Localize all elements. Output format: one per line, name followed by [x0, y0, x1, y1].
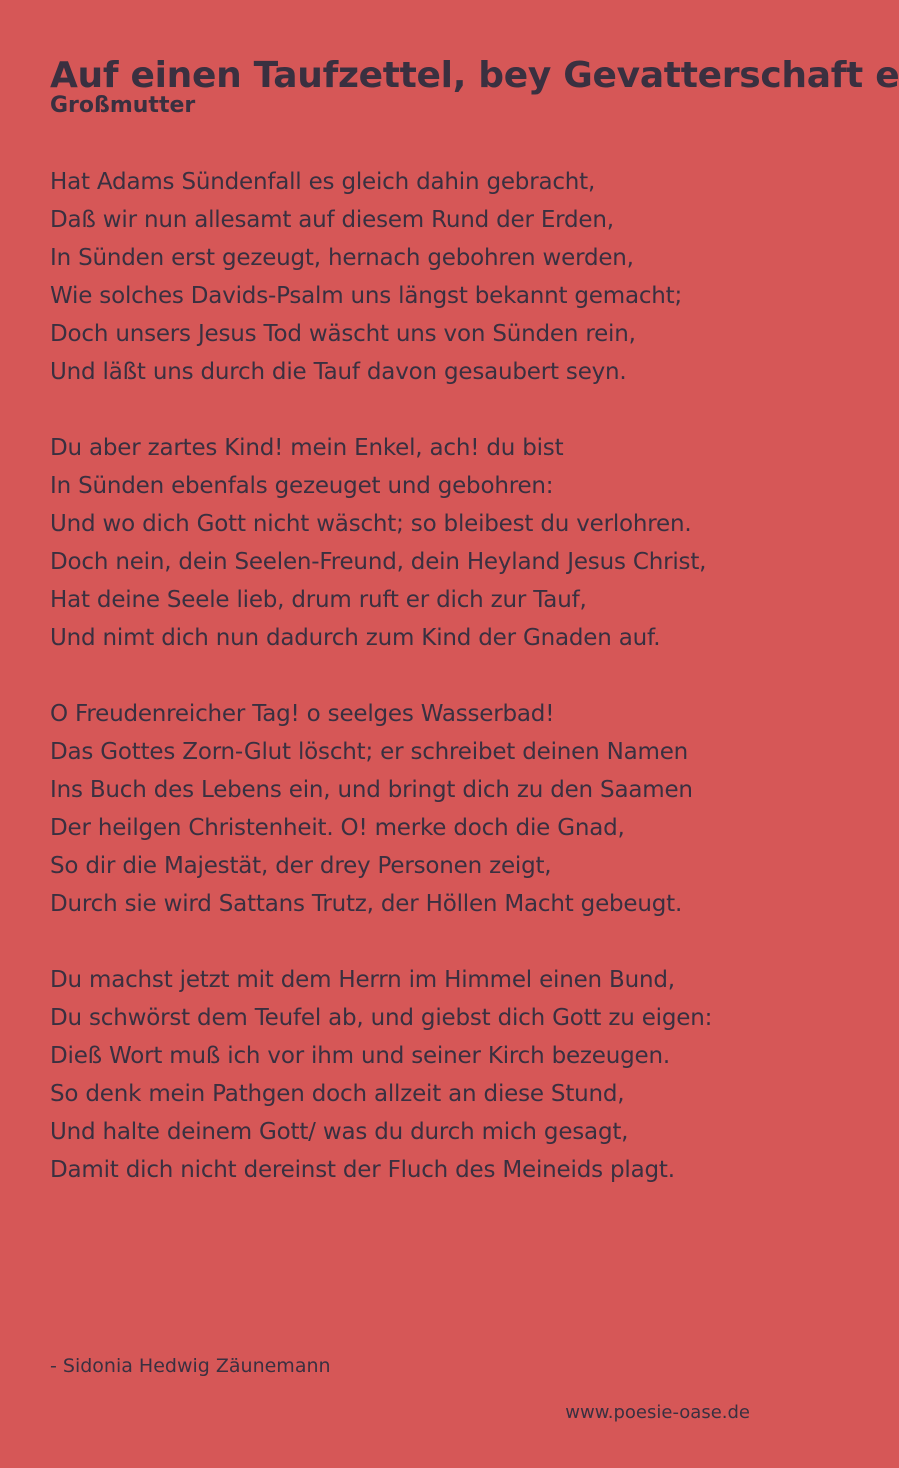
- poem-line: O Freudenreicher Tag! o seelges Wasserbad!: [50, 701, 555, 727]
- poem-line: Hat Adams Sündenfall es gleich dahin gebracht,: [50, 169, 596, 195]
- poem-line: Und halte deinem Gott/ was du durch mich gesagt,: [50, 1119, 629, 1145]
- poem-line: Hat deine Seele lieb, drum ruft er dich zur Tauf,: [50, 587, 587, 613]
- stanza-2: [50, 429, 760, 657]
- poem-line: Doch nein, dein Seelen-Freund, dein Heyland Jesus Christ,: [50, 549, 707, 575]
- poem-line: So dir die Majestät, der drey Personen zeigt,: [50, 853, 552, 879]
- source-url[interactable]: www.poesie-oase.de: [565, 1402, 750, 1423]
- poem-line: Durch sie wird Sattans Trutz, der Höllen Macht gebeugt.: [50, 891, 683, 917]
- poem-line: In Sünden erst gezeugt, hernach gebohren werden,: [50, 245, 634, 271]
- poem-line: Dieß Wort muß ich vor ihm und seiner Kirch bezeugen.: [50, 1043, 670, 1069]
- poem-line: Das Gottes Zorn-Glut löscht; er schreibet deinen Namen: [50, 739, 689, 765]
- poem-line: Doch unsers Jesus Tod wäscht uns von Sünden rein,: [50, 321, 636, 347]
- poem-line: Du schwörst dem Teufel ab, und giebst dich Gott zu eigen:: [50, 1005, 713, 1031]
- poem-line: Daß wir nun allesamt auf diesem Rund der Erden,: [50, 207, 614, 233]
- poem-line: Du aber zartes Kind! mein Enkel, ach! du bist: [50, 435, 564, 461]
- stanza-3: [50, 695, 760, 923]
- poem-line: Und wo dich Gott nicht wäscht; so bleibest du verlohren.: [50, 511, 692, 537]
- poem-line: Du machst jetzt mit dem Herrn im Himmel einen Bund,: [50, 967, 675, 993]
- poem-line: Und nimt dich nun dadurch zum Kind der Gnaden auf.: [50, 625, 661, 651]
- poem-line: Der heilgen Christenheit. O! merke doch die Gnad,: [50, 815, 625, 841]
- poem-line: Wie solches Davids-Psalm uns längst bekannt gemacht;: [50, 283, 683, 309]
- poem-line: Damit dich nicht dereinst der Fluch des Meineids plagt.: [50, 1157, 675, 1183]
- poem-body: [50, 163, 760, 1227]
- stanza-1: [50, 163, 760, 391]
- poem-line: Ins Buch des Lebens ein, und bringt dich zu den Saamen: [50, 777, 693, 803]
- stanza-4: [50, 961, 760, 1189]
- poem-line: Und läßt uns durch die Tauf davon gesaubert seyn.: [50, 359, 627, 385]
- poem-line: In Sünden ebenfals gezeuget und gebohren:: [50, 473, 554, 499]
- poem-line: So denk mein Pathgen doch allzeit an diese Stund,: [50, 1081, 625, 1107]
- poem-title: Auf einen Taufzettel, bey Gevatterschaft e: [50, 55, 899, 96]
- poem-author: - Sidonia Hedwig Zäunemann: [50, 1355, 331, 1377]
- poem-subtitle: Großmutter: [50, 93, 196, 118]
